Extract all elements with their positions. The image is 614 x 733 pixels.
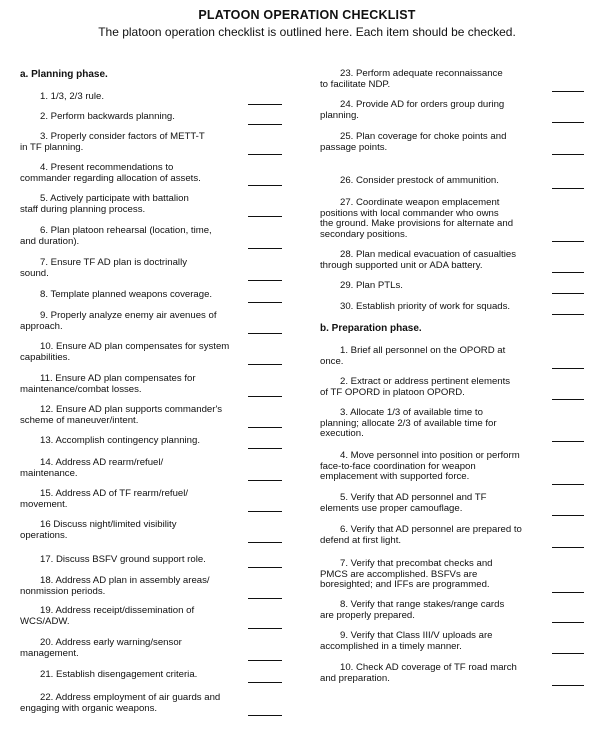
checklist-item-text: and duration). xyxy=(20,235,80,247)
checklist-item-text: the ground. Make provisions for alternate and xyxy=(320,218,514,230)
checklist-item xyxy=(320,559,548,591)
checklist-item xyxy=(320,250,548,271)
checklist-item-text: in TF planning. xyxy=(20,141,84,153)
checklist-item xyxy=(20,693,248,714)
checklist-item-text: to facilitate NDP. xyxy=(320,78,391,90)
checklist-item-text: positions with local commander who owns xyxy=(320,207,499,219)
check-blank-line[interactable] xyxy=(248,715,282,716)
page-subtitle: The platoon operation checklist is outlined here. Each item should be checked. xyxy=(98,25,516,39)
checklist-item-text: 4. Move personnel into position or perform xyxy=(340,450,520,461)
check-blank-line[interactable] xyxy=(248,480,282,481)
checklist-item-text: scheme of maneuver/intent. xyxy=(20,414,139,426)
checklist-item xyxy=(320,631,548,652)
check-blank-line[interactable] xyxy=(552,368,584,369)
checklist-item-text: 6. Verify that AD personnel are prepared to xyxy=(340,524,522,535)
checklist-item-text: 18. Address AD plan in assembly areas/ xyxy=(40,575,210,586)
checklist-item xyxy=(20,112,248,123)
check-blank-line[interactable] xyxy=(552,91,584,92)
checklist-item xyxy=(320,69,548,90)
checklist-item-text: 14. Address AD rearm/refuel/ xyxy=(40,457,164,468)
checklist-item-text: 1. 1/3, 2/3 rule. xyxy=(40,91,104,102)
check-blank-line[interactable] xyxy=(552,685,584,686)
checklist-item-text: 9. Verify that Class III/V uploads are xyxy=(340,630,493,641)
checklist-item-text: 10. Check AD coverage of TF road march xyxy=(340,662,517,673)
checklist-item-text: 8. Verify that range stakes/range cards xyxy=(340,599,505,610)
checklist-item-text: 30. Establish priority of work for squads. xyxy=(340,301,511,312)
checklist-item-text: face-to-face coordination for weapon xyxy=(320,460,476,472)
check-blank-line[interactable] xyxy=(552,272,584,273)
check-blank-line[interactable] xyxy=(248,567,282,568)
check-blank-line[interactable] xyxy=(248,511,282,512)
checklist-item-text: once. xyxy=(320,355,344,367)
check-blank-line[interactable] xyxy=(248,448,282,449)
checklist-item xyxy=(20,258,248,279)
checklist-item-text: 2. Perform backwards planning. xyxy=(40,111,175,122)
check-blank-line[interactable] xyxy=(248,216,282,217)
checklist-item xyxy=(320,302,548,313)
checklist-item-text: planning; allocate 2/3 of available time for xyxy=(320,417,497,429)
checklist-item-text: 29. Plan PTLs. xyxy=(340,280,403,291)
checklist-item-text: commander regarding allocation of assets. xyxy=(20,172,201,184)
checklist-item-text: 3. Properly consider factors of METT-T xyxy=(40,131,205,142)
checklist-item-text: 5. Verify that AD personnel and TF xyxy=(340,492,487,503)
checklist-item-text: 11. Ensure AD plan compensates for xyxy=(40,373,196,384)
check-blank-line[interactable] xyxy=(248,542,282,543)
checklist-item-text: 4. Present recommendations to xyxy=(40,162,174,173)
check-blank-line[interactable] xyxy=(552,441,584,442)
checklist-item-text: maintenance/combat losses. xyxy=(20,383,142,395)
checklist-item-text: 3. Allocate 1/3 of available time to xyxy=(340,407,483,418)
checklist-item xyxy=(20,606,248,627)
checklist-item xyxy=(320,176,548,187)
checklist-item xyxy=(20,489,248,510)
checklist-item-text: emplacement with supported force. xyxy=(320,471,470,483)
checklist-item xyxy=(20,92,248,103)
checklist-item xyxy=(20,163,248,184)
check-blank-line[interactable] xyxy=(248,185,282,186)
checklist-item xyxy=(20,290,248,301)
check-blank-line[interactable] xyxy=(248,280,282,281)
check-blank-line[interactable] xyxy=(552,653,584,654)
checklist-item xyxy=(20,342,248,363)
checklist-item xyxy=(320,346,548,367)
checklist-item-text: 13. Accomplish contingency planning. xyxy=(40,435,200,446)
check-blank-line[interactable] xyxy=(552,515,584,516)
checklist-item-text: 23. Perform adequate reconnaissance xyxy=(340,68,503,79)
checklist-item-text: 7. Ensure TF AD plan is doctrinally xyxy=(40,257,187,268)
checklist-item xyxy=(320,408,548,440)
checklist-item xyxy=(320,600,548,621)
check-blank-line[interactable] xyxy=(248,682,282,683)
checklist-item-text: are properly prepared. xyxy=(320,609,415,621)
checklist-item-text: 28. Plan medical evacuation of casualties xyxy=(340,249,516,260)
checklist-item-text: 12. Ensure AD plan supports commander's xyxy=(40,404,223,415)
check-blank-line[interactable] xyxy=(552,399,584,400)
checklist-item xyxy=(20,311,248,332)
check-blank-line[interactable] xyxy=(248,660,282,661)
checklist-item xyxy=(320,493,548,514)
checklist-item-text: 15. Address AD of TF rearm/refuel/ xyxy=(40,488,189,499)
check-blank-line[interactable] xyxy=(248,248,282,249)
checklist-item xyxy=(320,281,548,292)
checklist-item xyxy=(20,520,248,541)
checklist-item xyxy=(20,555,248,566)
checklist-item-text: 17. Discuss BSFV ground support role. xyxy=(40,554,206,565)
checklist-item-text: approach. xyxy=(20,320,63,332)
checklist-item-text: elements use proper camouflage. xyxy=(320,502,463,514)
check-blank-line[interactable] xyxy=(552,293,584,294)
checklist-item xyxy=(20,405,248,426)
checklist-item xyxy=(320,663,548,684)
check-blank-line[interactable] xyxy=(248,364,282,365)
checklist-item-text: 5. Actively participate with battalion xyxy=(40,193,189,204)
checklist-item-text: 27. Coordinate weapon emplacement xyxy=(340,197,500,208)
checklist-item xyxy=(20,436,248,447)
check-blank-line[interactable] xyxy=(248,154,282,155)
checklist-item-text: 19. Address receipt/dissemination of xyxy=(40,605,195,616)
checklist-item xyxy=(20,458,248,479)
checklist-item xyxy=(320,132,548,153)
checklist-item-text: boresighted; and IFFs are programmed. xyxy=(320,579,490,591)
checklist-item-text: 22. Address employment of air guards and xyxy=(40,692,221,703)
checklist-item-text: 24. Provide AD for orders group during xyxy=(340,99,505,110)
page-title: PLATOON OPERATION CHECKLIST xyxy=(198,8,416,22)
checklist-item-text: defend at first light. xyxy=(320,534,402,546)
checklist-item-text: sound. xyxy=(20,267,49,279)
checklist-item xyxy=(20,670,248,681)
check-blank-line[interactable] xyxy=(552,547,584,548)
checklist-item-text: execution. xyxy=(320,428,364,440)
checklist-item-text: secondary positions. xyxy=(320,228,408,240)
checklist-item-text: 6. Plan platoon rehearsal (location, time, xyxy=(40,225,212,236)
check-blank-line[interactable] xyxy=(552,484,584,485)
checklist-item-text: 2. Extract or address pertinent elements xyxy=(340,376,511,387)
checklist-item-text: planning. xyxy=(320,109,359,121)
checklist-item-text: PMCS are accomplished. BSFVs are xyxy=(320,568,478,580)
checklist-item xyxy=(20,374,248,395)
checklist-item-text: 26. Consider prestock of ammunition. xyxy=(340,175,499,186)
checklist-item-text: 9. Properly analyze enemy air avenues of xyxy=(40,310,217,321)
section-heading-planning: a. Planning phase. xyxy=(20,69,108,80)
checklist-item-text: engaging with organic weapons. xyxy=(20,702,158,714)
checklist-item xyxy=(20,194,248,215)
checklist-item-text: through supported unit or ADA battery. xyxy=(320,259,483,271)
check-blank-line[interactable] xyxy=(248,396,282,397)
check-blank-line[interactable] xyxy=(552,154,584,155)
checklist-item xyxy=(320,451,548,483)
checklist-item xyxy=(320,525,548,546)
checklist-item-text: passage points. xyxy=(320,141,388,153)
checklist-item-text: 7. Verify that precombat checks and xyxy=(340,558,493,569)
checklist-item-text: 8. Template planned weapons coverage. xyxy=(40,289,213,300)
check-blank-line[interactable] xyxy=(248,333,282,334)
check-blank-line[interactable] xyxy=(248,427,282,428)
check-blank-line[interactable] xyxy=(248,302,282,303)
checklist-item-text: of TF OPORD in platoon OPORD. xyxy=(320,386,465,398)
checklist-item-text: nonmission periods. xyxy=(20,585,106,597)
check-blank-line[interactable] xyxy=(248,104,282,105)
check-blank-line[interactable] xyxy=(552,241,584,242)
check-blank-line[interactable] xyxy=(248,628,282,629)
checklist-item-text: operations. xyxy=(20,529,68,541)
checklist-item-text: 16 Discuss night/limited visibility xyxy=(40,519,177,530)
checklist-item xyxy=(320,377,548,398)
checklist-item xyxy=(320,100,548,121)
checklist-item xyxy=(320,198,548,240)
check-blank-line[interactable] xyxy=(552,122,584,123)
checklist-item-text: capabilities. xyxy=(20,351,71,363)
check-blank-line[interactable] xyxy=(248,598,282,599)
checklist-item-text: staff during planning process. xyxy=(20,203,146,215)
checklist-item-text: management. xyxy=(20,647,79,659)
checklist-item-text: accomplished in a timely manner. xyxy=(320,640,462,652)
checklist-item-text: movement. xyxy=(20,498,68,510)
checklist-item-text: 21. Establish disengagement criteria. xyxy=(40,669,198,680)
checklist-item xyxy=(20,576,248,597)
check-blank-line[interactable] xyxy=(552,188,584,189)
check-blank-line[interactable] xyxy=(552,314,584,315)
checklist-item xyxy=(20,132,248,153)
check-blank-line[interactable] xyxy=(552,592,584,593)
checklist-item xyxy=(20,226,248,247)
check-blank-line[interactable] xyxy=(552,622,584,623)
checklist-item-text: and preparation. xyxy=(320,672,390,684)
checklist-item xyxy=(20,638,248,659)
checklist-item-text: 1. Brief all personnel on the OPORD at xyxy=(340,345,506,356)
checklist-item-text: WCS/ADW. xyxy=(20,615,70,627)
check-blank-line[interactable] xyxy=(248,124,282,125)
checklist-item-text: maintenance. xyxy=(20,467,78,479)
section-heading-preparation: b. Preparation phase. xyxy=(320,323,422,334)
checklist-item-text: 25. Plan coverage for choke points and xyxy=(340,131,507,142)
checklist-item-text: 10. Ensure AD plan compensates for system xyxy=(40,341,230,352)
checklist-item-text: 20. Address early warning/sensor xyxy=(40,637,182,648)
